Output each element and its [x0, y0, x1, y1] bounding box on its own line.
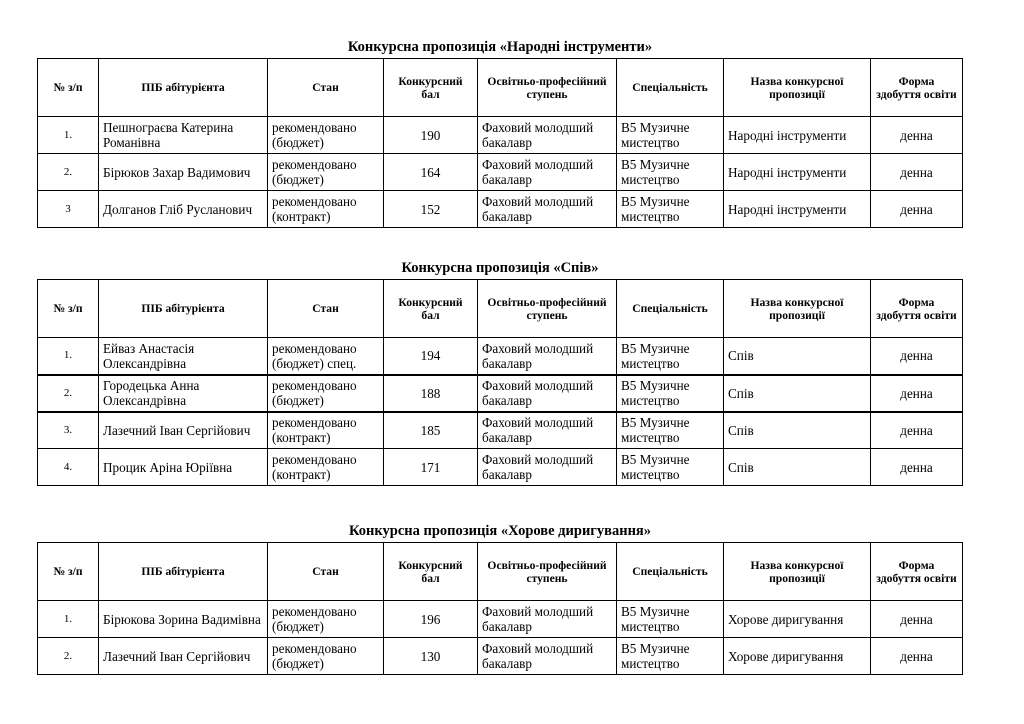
cell-num: 1. — [38, 601, 99, 638]
cell-degree: Фаховий молодший бакалавр — [478, 449, 617, 486]
cell-num: 2. — [38, 375, 99, 412]
cell-num: 2. — [38, 638, 99, 675]
cell-score: 194 — [384, 338, 478, 375]
header-num: № з/п — [38, 59, 99, 117]
table-row — [38, 638, 963, 675]
cell-name: Городецька Анна Олександрівна — [99, 375, 268, 412]
table-row — [38, 117, 963, 154]
cell-name: Пешнограєва Катерина Романівна — [99, 117, 268, 154]
cell-form: денна — [871, 154, 963, 191]
cell-state: рекомендовано (бюджет) спец. — [268, 338, 384, 375]
cell-specialty: В5 Музичне мистецтво — [617, 601, 724, 638]
table-row — [38, 449, 963, 486]
table-row — [38, 412, 963, 449]
header-degree: Освітньо-професійний ступень — [478, 280, 617, 338]
cell-score: 130 — [384, 638, 478, 675]
cell-degree: Фаховий молодший бакалавр — [478, 601, 617, 638]
header-state: Стан — [268, 543, 384, 601]
cell-specialty: В5 Музичне мистецтво — [617, 154, 724, 191]
applicants-table — [37, 279, 963, 486]
header-offer: Назва конкурсної пропозиції — [724, 543, 871, 601]
cell-specialty: В5 Музичне мистецтво — [617, 638, 724, 675]
header-degree: Освітньо-професійний ступень — [478, 543, 617, 601]
section-title: Конкурсна пропозиція «Народні інструменти» — [347, 39, 653, 55]
section-title: Конкурсна пропозиція «Спів» — [401, 260, 599, 276]
header-offer: Назва конкурсної пропозиції — [724, 280, 871, 338]
cell-degree: Фаховий молодший бакалавр — [478, 117, 617, 154]
cell-name: Процик Аріна Юріївна — [99, 449, 268, 486]
cell-form: денна — [871, 638, 963, 675]
section-choir-conducting — [37, 520, 962, 675]
cell-specialty: В5 Музичне мистецтво — [617, 191, 724, 228]
header-specialty: Спеціальність — [617, 280, 724, 338]
header-name: ПІБ абітурієнта — [99, 59, 268, 117]
table-row — [38, 601, 963, 638]
cell-degree: Фаховий молодший бакалавр — [478, 338, 617, 375]
header-form: Форма здобуття освіти — [871, 59, 963, 117]
cell-degree: Фаховий молодший бакалавр — [478, 154, 617, 191]
cell-form: денна — [871, 412, 963, 449]
cell-specialty: В5 Музичне мистецтво — [617, 117, 724, 154]
cell-name: Лазечний Іван Сергійович — [99, 638, 268, 675]
cell-score: 164 — [384, 154, 478, 191]
cell-state: рекомендовано (бюджет) — [268, 638, 384, 675]
header-state: Стан — [268, 280, 384, 338]
table-row — [38, 375, 963, 412]
cell-score: 188 — [384, 375, 478, 412]
header-score: Конкурсний бал — [384, 280, 478, 338]
applicants-table — [37, 58, 963, 228]
cell-num: 3 — [38, 191, 99, 228]
table-header-row — [38, 543, 963, 601]
table-header-row — [38, 59, 963, 117]
header-form: Форма здобуття освіти — [871, 280, 963, 338]
header-state: Стан — [268, 59, 384, 117]
cell-form: денна — [871, 117, 963, 154]
cell-offer: Народні інструменти — [724, 191, 871, 228]
header-degree: Освітньо-професійний ступень — [478, 59, 617, 117]
cell-score: 152 — [384, 191, 478, 228]
cell-offer: Спів — [724, 449, 871, 486]
table-row — [38, 154, 963, 191]
cell-form: денна — [871, 191, 963, 228]
cell-num: 4. — [38, 449, 99, 486]
cell-offer: Народні інструменти — [724, 154, 871, 191]
cell-form: денна — [871, 449, 963, 486]
cell-num: 1. — [38, 117, 99, 154]
cell-name: Ейваз Анастасія Олександрівна — [99, 338, 268, 375]
cell-state: рекомендовано (бюджет) — [268, 601, 384, 638]
cell-name: Бірюкова Зорина Вадимівна — [99, 601, 268, 638]
cell-name: Долганов Гліб Русланович — [99, 191, 268, 228]
cell-num: 3. — [38, 412, 99, 449]
header-name: ПІБ абітурієнта — [99, 543, 268, 601]
header-specialty: Спеціальність — [617, 59, 724, 117]
section-singing — [37, 257, 962, 486]
table-header-row — [38, 280, 963, 338]
cell-name: Лазечний Іван Сергійович — [99, 412, 268, 449]
cell-state: рекомендовано (контракт) — [268, 191, 384, 228]
cell-degree: Фаховий молодший бакалавр — [478, 638, 617, 675]
cell-state: рекомендовано (контракт) — [268, 449, 384, 486]
header-score: Конкурсний бал — [384, 543, 478, 601]
cell-state: рекомендовано (контракт) — [268, 412, 384, 449]
header-specialty: Спеціальність — [617, 543, 724, 601]
cell-offer: Хорове диригування — [724, 638, 871, 675]
header-form: Форма здобуття освіти — [871, 543, 963, 601]
section-title: Конкурсна пропозиція «Хорове диригування» — [348, 523, 652, 539]
cell-score: 185 — [384, 412, 478, 449]
header-score: Конкурсний бал — [384, 59, 478, 117]
cell-score: 171 — [384, 449, 478, 486]
cell-state: рекомендовано (бюджет) — [268, 375, 384, 412]
cell-offer: Спів — [724, 375, 871, 412]
header-offer: Назва конкурсної пропозиції — [724, 59, 871, 117]
cell-degree: Фаховий молодший бакалавр — [478, 375, 617, 412]
cell-score: 196 — [384, 601, 478, 638]
applicants-table — [37, 542, 963, 675]
section-folk-instruments — [37, 36, 962, 228]
cell-specialty: В5 Музичне мистецтво — [617, 449, 724, 486]
cell-state: рекомендовано (бюджет) — [268, 154, 384, 191]
cell-num: 1. — [38, 338, 99, 375]
table-row — [38, 191, 963, 228]
cell-specialty: В5 Музичне мистецтво — [617, 338, 724, 375]
cell-score: 190 — [384, 117, 478, 154]
cell-degree: Фаховий молодший бакалавр — [478, 191, 617, 228]
cell-offer: Народні інструменти — [724, 117, 871, 154]
cell-name: Бірюков Захар Вадимович — [99, 154, 268, 191]
header-name: ПІБ абітурієнта — [99, 280, 268, 338]
cell-state: рекомендовано (бюджет) — [268, 117, 384, 154]
cell-offer: Спів — [724, 412, 871, 449]
cell-form: денна — [871, 601, 963, 638]
cell-form: денна — [871, 338, 963, 375]
cell-offer: Спів — [724, 338, 871, 375]
cell-offer: Хорове диригування — [724, 601, 871, 638]
header-num: № з/п — [38, 280, 99, 338]
table-row — [38, 338, 963, 375]
cell-form: денна — [871, 375, 963, 412]
cell-degree: Фаховий молодший бакалавр — [478, 412, 617, 449]
cell-num: 2. — [38, 154, 99, 191]
header-num: № з/п — [38, 543, 99, 601]
cell-specialty: В5 Музичне мистецтво — [617, 375, 724, 412]
cell-specialty: В5 Музичне мистецтво — [617, 412, 724, 449]
